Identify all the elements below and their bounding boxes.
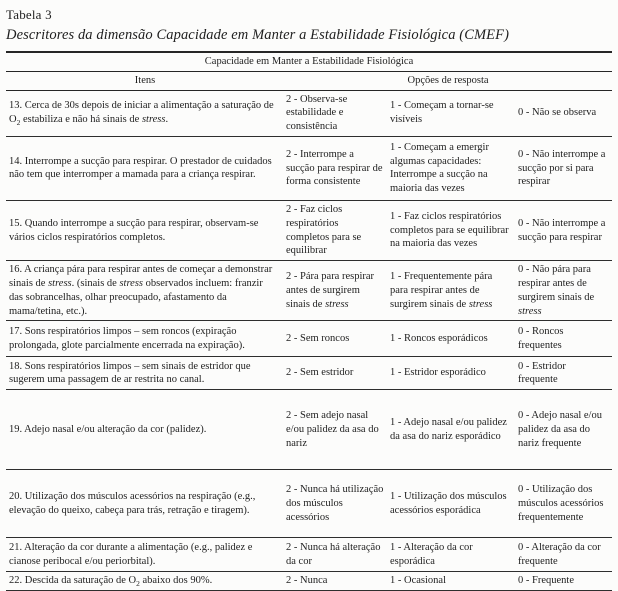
dimension-header: Capacidade em Manter a Estabilidade Fisiológica bbox=[6, 52, 612, 71]
table-row-item-22 bbox=[6, 572, 612, 591]
item-cell: 21. Alteração da cor durante a alimentação (e.g., palidez e cianose peribocal e/ou periorbital). bbox=[6, 538, 284, 572]
option-1-cell: 1 - Adejo nasal e/ou palidez da asa do nariz esporádico bbox=[388, 390, 516, 470]
item-cell: 13. Cerca de 30s depois de iniciar a alimentação a saturação de $O_2$ estabiliza e não há sinais de stress. bbox=[6, 90, 284, 136]
table-row-item-21 bbox=[6, 538, 612, 572]
option-0-cell: 0 - Roncos frequentes bbox=[516, 321, 612, 357]
table-row-item-20 bbox=[6, 470, 612, 538]
option-2-cell: 2 - Nunca há utilização dos músculos acessórios bbox=[284, 470, 388, 538]
dimension-header-row bbox=[6, 52, 612, 71]
option-2-cell: 2 - Pára para respirar antes de surgirem sinais de stress bbox=[284, 261, 388, 321]
option-2-cell: 2 - Sem roncos bbox=[284, 321, 388, 357]
table-caption bbox=[6, 7, 612, 44]
table-row-item-15 bbox=[6, 200, 612, 260]
table-row-item-19 bbox=[6, 390, 612, 470]
option-1-cell: 1 - Frequentemente pára para respirar antes de surgirem sinais de stress bbox=[388, 261, 516, 321]
item-cell: 15. Quando interrompe a sucção para respirar, observam-se vários ciclos respiratórios completos. bbox=[6, 200, 284, 260]
item-cell: 20. Utilização dos músculos acessórios na respiração (e.g., elevação do queixo, cabeça para trás, retração e tiragem). bbox=[6, 470, 284, 538]
option-0-cell: 0 - Não se observa bbox=[516, 90, 612, 136]
option-1-cell: 1 - Faz ciclos respiratórios completos para se equilibrar na maioria das vezes bbox=[388, 200, 516, 260]
item-cell: 16. A criança pára para respirar antes de começar a demonstrar sinais de stress. (sinais de stress observados incluem: franzir das sobrancelhas, olhar preocupado, afastamento da mama/tetina, etc.). bbox=[6, 261, 284, 321]
option-0-cell: 0 - Utilização dos músculos acessórios frequentemente bbox=[516, 470, 612, 538]
table-row-item-16 bbox=[6, 261, 612, 321]
option-1-cell: 1 - Utilização dos músculos acessórios esporádica bbox=[388, 470, 516, 538]
table-title: Descritores da dimensão Capacidade em Manter a Estabilidade Fisiológica (CMEF) bbox=[6, 27, 510, 43]
items-column-header: Itens bbox=[6, 71, 284, 90]
option-1-cell: 1 - Roncos esporádicos bbox=[388, 321, 516, 357]
option-2-cell: 2 - Nunca há alteração da cor bbox=[284, 538, 388, 572]
table-row-item-14 bbox=[6, 136, 612, 200]
item-cell: 17. Sons respiratórios limpos – sem roncos (expiração prolongada, glote parcialmente encerrada na expiração). bbox=[6, 321, 284, 357]
option-0-cell: 0 - Não interrompe a sucção por si para respirar bbox=[516, 136, 612, 200]
item-cell: 19. Adejo nasal e/ou alteração da cor (palidez). bbox=[6, 390, 284, 470]
option-0-cell: 0 - Estridor frequente bbox=[516, 357, 612, 390]
options-column-header: Opções de resposta bbox=[284, 71, 612, 90]
option-2-cell: 2 - Sem adejo nasal e/ou palidez da asa do nariz bbox=[284, 390, 388, 470]
option-0-cell: 0 - Frequente bbox=[516, 572, 612, 591]
option-0-cell: 0 - Não interrompe a sucção para respirar bbox=[516, 200, 612, 260]
option-2-cell: 2 - Sem estridor bbox=[284, 357, 388, 390]
option-1-cell: 1 - Alteração da cor esporádica bbox=[388, 538, 516, 572]
option-1-cell: 1 - Começam a emergir algumas capacidades: Interrompe a sucção na maioria das vezes bbox=[388, 136, 516, 200]
option-0-cell: 0 - Adejo nasal e/ou palidez da asa do nariz frequente bbox=[516, 390, 612, 470]
table-row-item-17 bbox=[6, 321, 612, 357]
option-2-cell: 2 - Interrompe a sucção para respirar de forma consistente bbox=[284, 136, 388, 200]
item-cell: 22. Descida da saturação de $O_2$ abaixo dos 90%. bbox=[6, 572, 284, 591]
option-2-cell: 2 - Observa-se estabilidade e consistência bbox=[284, 90, 388, 136]
option-2-cell: 2 - Faz ciclos respiratórios completos para se equilibrar bbox=[284, 200, 388, 260]
option-1-cell: 1 - Estridor esporádico bbox=[388, 357, 516, 390]
option-0-cell: 0 - Não pára para respirar antes de surgirem sinais de stress bbox=[516, 261, 612, 321]
item-cell: 14. Interrompe a sucção para respirar. O prestador de cuidados não tem que interromper a mamada para a criança respirar. bbox=[6, 136, 284, 200]
option-0-cell: 0 - Alteração da cor frequente bbox=[516, 538, 612, 572]
table-number: Tabela 3 bbox=[6, 7, 52, 22]
column-header-row bbox=[6, 71, 612, 90]
option-2-cell: 2 - Nunca bbox=[284, 572, 388, 591]
table-row-item-13 bbox=[6, 90, 612, 136]
option-1-cell: 1 - Ocasional bbox=[388, 572, 516, 591]
table-row-item-18 bbox=[6, 357, 612, 390]
option-1-cell: 1 - Começam a tornar-se visíveis bbox=[388, 90, 516, 136]
descriptor-table bbox=[6, 51, 612, 591]
item-cell: 18. Sons respiratórios limpos – sem sinais de estridor que sugerem uma passagem de ar restrita no canal. bbox=[6, 357, 284, 390]
